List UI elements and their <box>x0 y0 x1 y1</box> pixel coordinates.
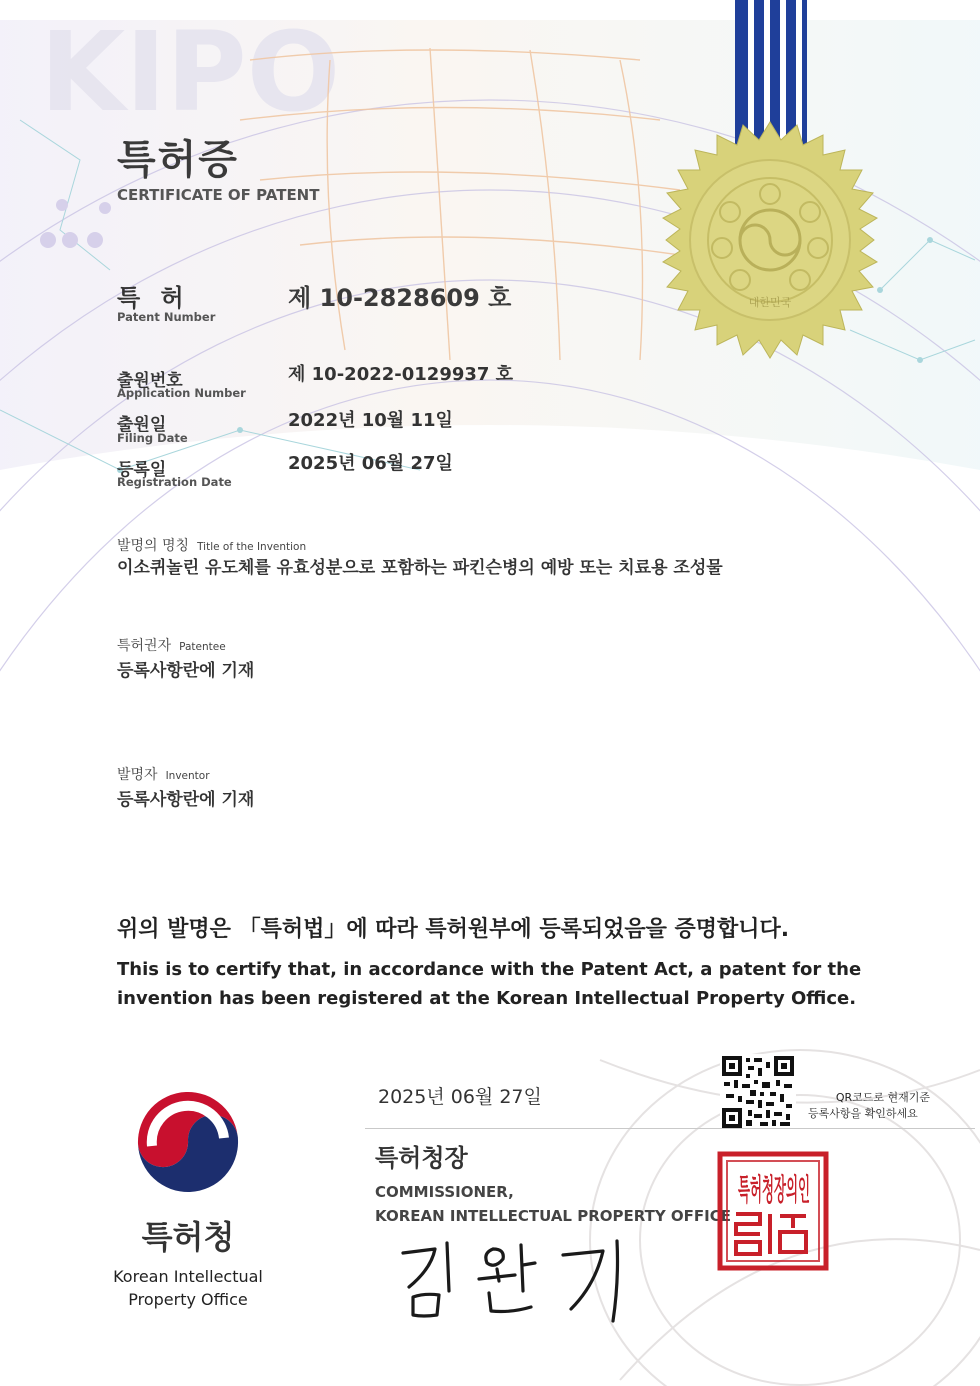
invention-label <box>117 535 306 555</box>
kipo-name-english <box>98 1265 278 1311</box>
patent-label-korean: 특 허 <box>117 284 190 312</box>
kipo-watermark: KIPO <box>40 8 341 136</box>
medal-label: 대한민국 <box>748 296 792 309</box>
certificate-title-english: CERTIFICATE OF PATENT <box>117 186 320 204</box>
filing-date: 2022년 10월 11일 <box>288 410 453 431</box>
commissioner-signature <box>395 1235 635 1325</box>
official-red-seal <box>716 1150 830 1272</box>
filing-label-korean: 출원일 <box>117 415 167 435</box>
gold-seal-medal <box>640 0 900 370</box>
qr-note-line2: 등록사항을 확인하세요 <box>808 1107 918 1120</box>
invention-label-english: Title of the Invention <box>197 541 307 553</box>
application-number: 제 10-2022-0129937 호 <box>288 364 514 385</box>
inventor-label-korean: 발명자 <box>117 767 158 783</box>
patentee-label-english: Patentee <box>179 641 226 653</box>
commissioner-title-english <box>375 1180 731 1228</box>
commissioner-title-korean: 특허청장 <box>375 1144 468 1172</box>
seal-text: 특허청장의인 <box>738 1173 810 1208</box>
invention-title: 이소퀴놀린 유도체를 유효성분으로 포함하는 파킨슨병의 예방 또는 치료용 조성물 <box>117 558 723 578</box>
commissioner-title-line2: KOREAN INTELLECTUAL PROPERTY OFFICE <box>375 1207 732 1225</box>
kipo-name-korean: 특허청 <box>141 1218 235 1256</box>
inventor-label <box>117 764 210 784</box>
registration-date: 2025년 06월 27일 <box>288 453 453 474</box>
application-label-english: Application Number <box>117 386 246 400</box>
certification-english: This is to certify that, in accordance with the Patent Act, a patent for the invention has been registered at the Korean Intellectual Property Office. <box>117 959 862 1009</box>
signature-divider <box>365 1128 975 1129</box>
certification-korean: 위의 발명은 「특허법」에 따라 특허원부에 등록되었음을 증명합니다. <box>117 917 790 942</box>
qr-note <box>808 1090 948 1122</box>
inventor-value: 등록사항란에 기재 <box>117 790 255 810</box>
invention-label-korean: 발명의 명칭 <box>117 538 190 554</box>
application-label-korean: 출원번호 <box>117 371 183 391</box>
issue-date: 2025년 06월 27일 <box>378 1086 542 1108</box>
kipo-taegeuk-logo <box>128 1082 248 1202</box>
commissioner-title-line1: COMMISSIONER, <box>375 1183 514 1201</box>
kipo-name-line2: Property Office <box>128 1290 248 1309</box>
qr-code-icon[interactable] <box>720 1054 796 1130</box>
patent-number: 제 10-2828609 호 <box>288 284 512 312</box>
registration-label-korean: 등록일 <box>117 460 167 480</box>
certificate-title-korean: 특허증 <box>117 137 239 183</box>
patentee-value: 등록사항란에 기재 <box>117 661 255 681</box>
inventor-label-english: Inventor <box>165 770 210 782</box>
qr-note-line1: QR코드로 현재기준 <box>835 1091 930 1104</box>
patentee-label-korean: 특허권자 <box>117 638 172 654</box>
patentee-label <box>117 635 226 655</box>
registration-label-english: Registration Date <box>117 475 232 489</box>
filing-label-english: Filing Date <box>117 431 188 445</box>
patent-label-english: Patent Number <box>117 310 216 324</box>
kipo-name-line1: Korean Intellectual <box>113 1267 263 1286</box>
